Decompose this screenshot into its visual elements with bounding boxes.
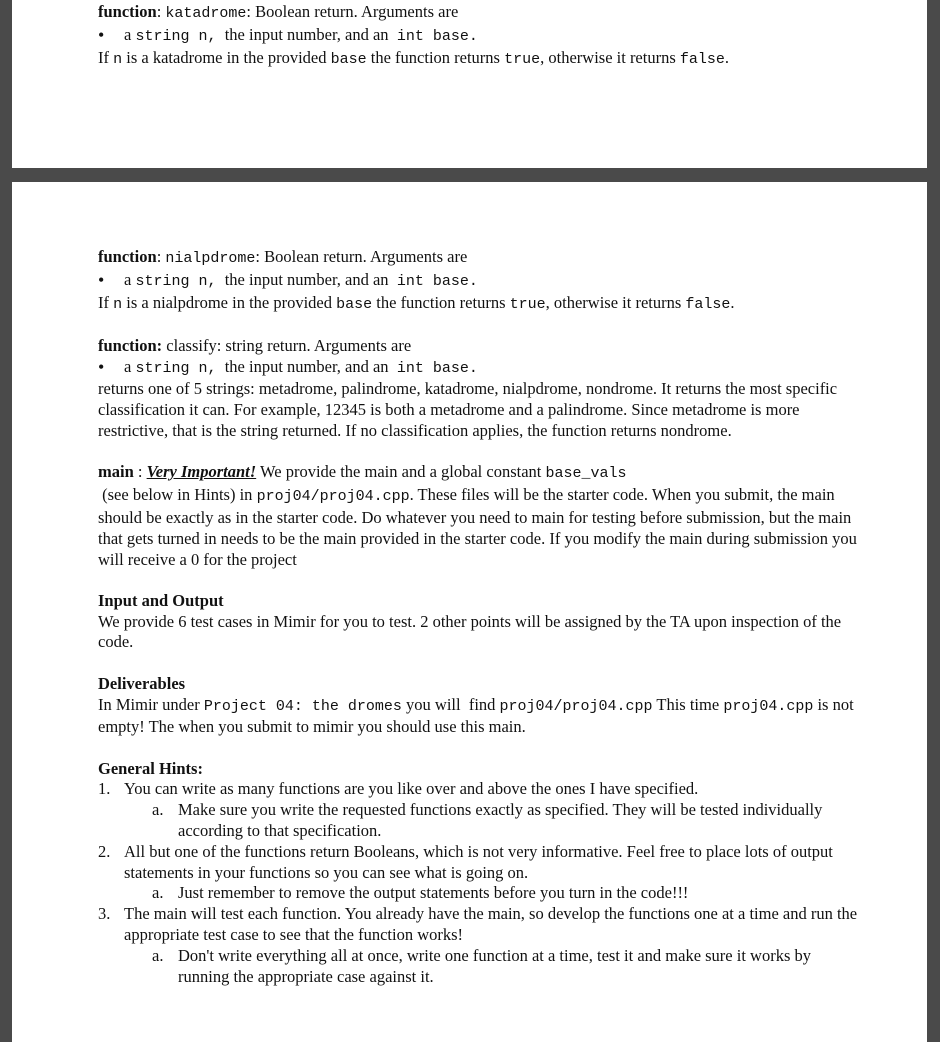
list-item: 1. You can write as many functions are you like over and above the ones I have specified. a. Make sure you write the requested functions exactly as specified. They will be tested individually according to that specification. (124, 779, 858, 841)
function-keyword: function: (98, 335, 163, 355)
section-heading: Input and Output (98, 590, 224, 610)
nialpdrome-return-description: If n is a nialpdrome in the provided base the function returns true, otherwise it returns false. (98, 292, 735, 313)
list-item: 3. The main will test each function. You already have the main, so develop the functions one at a time and run the appropriate test case to see that the function works! a. Don't write everything all at once, write one function at a time, test it and make sure it works by running the appropriate case against it. (98, 904, 858, 986)
katadrome-signature: function: katadrome: Boolean return. Arguments are (98, 2, 459, 22)
sub-list-item: a. Make sure you write the requested functions exactly as specified. They will be tested individually according to that specification. (152, 800, 823, 841)
argument-bullet: • a string n, the input number, and an int base. (98, 270, 858, 293)
section-heading: Deliverables (98, 673, 186, 693)
katadrome-return-description: If n is a katadrome in the provided base the function returns true, otherwise it returns false. (98, 47, 730, 68)
main-keyword: main (98, 462, 134, 482)
document-page-1 (12, 0, 927, 168)
function-name: nialpdrome (165, 250, 256, 267)
input-output-section (98, 591, 858, 653)
hints-list (98, 779, 858, 987)
page-content (98, 247, 858, 987)
sub-list-item: a. Don't write everything all at once, write one function at a time, test it and make sure it works by running the appropriate case against it. (152, 945, 812, 986)
katadrome-section (98, 2, 858, 70)
general-hints-section (98, 759, 858, 988)
document-page-2 (12, 182, 927, 1042)
input-output-text: We provide 6 test cases in Mimir for you to test. 2 other points will be assigned by the TA upon inspection of the code. (98, 611, 842, 652)
argument-bullet: • a string n, the input number, and an int base. (98, 357, 858, 380)
list-item: 2. All but one of the functions return Booleans, which is not very informative. Feel free to place lots of output statements in your functions so you can see what is going on. a. Just remember to remove the output statements before you turn in the code!!! (124, 842, 858, 904)
section-heading: General Hints: (98, 758, 203, 778)
deliverables-text: In Mimir under Project 04: the dromes you will find proj04/proj04.cpp This time proj04.cpp is not empty! The when you submit to mimir you should use this main. (98, 694, 854, 737)
nialpdrome-signature: function: nialpdrome: Boolean return. Arguments are (98, 247, 468, 267)
function-name: katadrome (165, 5, 247, 22)
function-keyword: function (98, 247, 157, 266)
argument-bullet: • a string n, the input number, and an int base. (98, 25, 858, 48)
nialpdrome-section (98, 247, 858, 315)
classify-description: returns one of 5 strings: metadrome, palindrome, katadrome, nialpdrome, nondrome. It returns the most specific classification it can. For example, 12345 is both a metadrome and a palindrome. Since metadrome is more restrictive, that is the string returned. If no classification applies, the function returns nondrome. (98, 379, 838, 441)
very-important-label: Very Important! (146, 462, 257, 482)
main-section: main : Very Important! We provide the main and a global constant base_vals (see below in Hints) in proj04/proj04.cpp. These files will be the starter code. When you submit, the main should be exactly as in the starter code. Do whatever you need to main for testing before submission, but the main that gets turned in needs to be the main provided in the starter code. If you modify the main during submission you will receive a 0 for the project (98, 462, 857, 569)
sub-list-item: a. Just remember to remove the output statements before you turn in the code!!! (152, 883, 689, 903)
deliverables-section (98, 674, 858, 738)
function-keyword: function (98, 2, 157, 21)
classify-section (98, 336, 858, 442)
classify-signature: function: classify: string return. Arguments are (98, 335, 412, 355)
